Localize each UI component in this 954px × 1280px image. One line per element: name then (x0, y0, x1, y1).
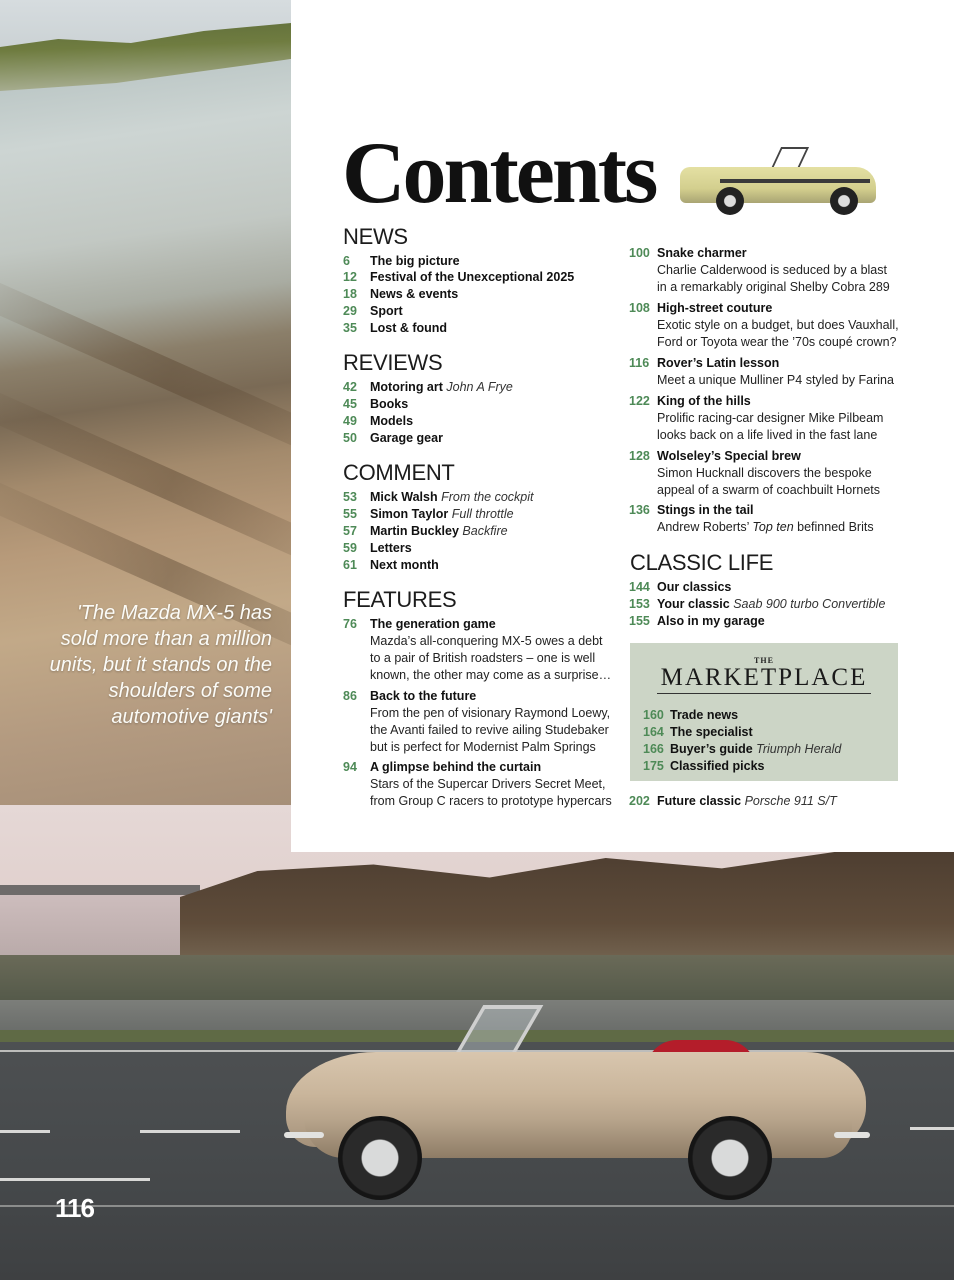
entry-subtitle: Porsche 911 S/T (744, 794, 837, 808)
entry-title: The specialist (670, 725, 753, 739)
section-heading-reviews: REVIEWS (343, 350, 443, 375)
section-heading-features: FEATURES (343, 587, 457, 612)
entry-title: News & events (370, 287, 459, 301)
entry-description: Simon Hucknall discovers the bespoke (657, 466, 872, 480)
entry-description: the Avanti failed to revive ailing Studebaker (370, 723, 609, 737)
page-number: 164 (643, 725, 664, 739)
entry-title: Letters (370, 541, 412, 555)
entry-title: Future classic (657, 794, 742, 808)
page-title: Contents (342, 125, 656, 222)
entry-title: Festival of the Unexceptional 2025 (370, 270, 575, 284)
entry-title: The big picture (370, 254, 460, 268)
toc-entry[interactable] (343, 489, 533, 506)
photo-bank (0, 955, 954, 1000)
entry-title: Simon Taylor (370, 507, 449, 521)
page-number: 128 (629, 449, 650, 463)
section-heading-classic-life: CLASSIC LIFE (630, 550, 774, 575)
entry-description: in a remarkably original Shelby Cobra 289 (657, 280, 890, 294)
car-rear-wheel (830, 187, 858, 215)
page-number: 175 (643, 759, 664, 773)
entry-description: looks back on a life lived in the fast lane (657, 428, 878, 442)
toc-entry[interactable] (343, 616, 611, 684)
entry-title: Stings in the tail (657, 503, 754, 517)
toc-entry[interactable] (643, 724, 753, 741)
page-number: 45 (343, 397, 357, 411)
entry-description: appeal of a swarm of coachbuilt Hornets (657, 483, 881, 497)
page-number: 61 (343, 558, 357, 572)
toc-entry[interactable] (643, 707, 738, 724)
page-number: 155 (629, 614, 650, 628)
entry-title: Garage gear (370, 431, 443, 445)
toc-entry[interactable] (343, 688, 610, 756)
entry-subtitle: From the cockpit (441, 490, 534, 504)
toc-entry[interactable] (343, 320, 447, 337)
page-number: 57 (343, 524, 357, 538)
toc-entry[interactable] (629, 502, 874, 536)
page-number: 153 (629, 597, 650, 611)
entry-title: Also in my garage (657, 614, 765, 628)
car-rear-bumper (834, 1132, 870, 1138)
entry-subtitle: Full throttle (451, 507, 514, 521)
toc-entry[interactable] (343, 759, 612, 810)
toc-entry[interactable] (343, 253, 460, 270)
entry-title: The generation game (370, 617, 496, 631)
entry-title: Snake charmer (657, 246, 747, 260)
toc-entry[interactable] (343, 540, 412, 557)
convertible-car-photo (286, 1000, 872, 1200)
toc-entry[interactable] (629, 579, 731, 596)
page-number: 202 (629, 794, 650, 808)
car-rear-wheel (688, 1116, 772, 1200)
toc-entry[interactable] (343, 396, 408, 413)
entry-description: Prolific racing-car designer Mike Pilbeam (657, 411, 884, 425)
toc-entry[interactable] (343, 523, 508, 540)
entry-title: Our classics (657, 580, 732, 594)
page-number: 86 (343, 689, 357, 703)
page-number: 94 (343, 760, 357, 774)
entry-description: known, the other may come as a surprise… (370, 668, 612, 682)
page-number: 12 (343, 270, 357, 284)
page-number: 6 (343, 254, 350, 268)
entry-description: Exotic style on a budget, but does Vauxhall, (657, 318, 899, 332)
toc-entry[interactable] (343, 506, 514, 523)
entry-description: Ford or Toyota wear the ’70s coupé crown? (657, 335, 897, 349)
entry-title: Your classic (657, 597, 730, 611)
page-number-folio: 116 (55, 1193, 94, 1223)
toc-entry[interactable] (343, 286, 458, 303)
entry-title: Wolseley’s Special brew (657, 449, 801, 463)
marketplace-heading: MARKETPLACE (660, 664, 868, 691)
entry-title: High-street couture (657, 301, 773, 315)
road-lane-marking (910, 1127, 954, 1130)
page-number: 42 (343, 380, 357, 394)
entry-title: Mick Walsh (370, 490, 438, 504)
road-edge-line (0, 1205, 954, 1207)
section-heading-comment: COMMENT (343, 460, 455, 485)
entry-description: but is perfect for Modernist Palm Springs (370, 740, 596, 754)
page-number: 35 (343, 321, 357, 335)
entry-description: from Group C racers to prototype hypercars (370, 794, 612, 808)
marketplace-the: THE (754, 656, 774, 665)
entry-subtitle: Triumph Herald (756, 742, 842, 756)
toc-entry[interactable] (629, 300, 899, 351)
toc-entry[interactable] (343, 379, 513, 396)
road-lane-marking (140, 1130, 240, 1133)
toc-entry[interactable] (629, 245, 890, 296)
page-number: 18 (343, 287, 357, 301)
entry-title: Classified picks (670, 759, 765, 773)
toc-entry[interactable] (343, 557, 439, 574)
entry-description (657, 519, 874, 536)
car-front-wheel (338, 1116, 422, 1200)
entry-title: Trade news (670, 708, 739, 722)
entry-title: Lost & found (370, 321, 448, 335)
toc-entry[interactable] (343, 269, 574, 286)
toc-entry[interactable] (343, 430, 443, 447)
page-number: 136 (629, 503, 650, 517)
entry-title: Books (370, 397, 409, 411)
page-number: 166 (643, 742, 664, 756)
page-number: 49 (343, 414, 357, 428)
toc-entry[interactable] (629, 793, 837, 810)
entry-title: Sport (370, 304, 403, 318)
section-heading-news: NEWS (343, 224, 408, 249)
description-text: Andrew Roberts’ (657, 520, 753, 534)
page-number: 160 (643, 708, 664, 722)
entry-description: From the pen of visionary Raymond Loewy, (370, 706, 611, 720)
toc-entry[interactable] (343, 413, 413, 430)
triumph-convertible-image (680, 145, 878, 213)
toc-entry[interactable] (643, 741, 841, 758)
page-number: 50 (343, 431, 357, 445)
entry-title: King of the hills (657, 394, 751, 408)
page-number: 108 (629, 301, 650, 315)
toc-entry[interactable] (643, 758, 765, 775)
entry-title: Rover’s Latin lesson (657, 356, 780, 370)
toc-entry[interactable] (629, 448, 880, 499)
entry-description: Mazda’s all-conquering MX-5 owes a debt (370, 634, 603, 648)
page-number: 144 (629, 580, 650, 594)
description-text: befinned Brits (793, 520, 874, 534)
entry-title: Next month (370, 558, 439, 572)
entry-title: Models (370, 414, 414, 428)
entry-description: Stars of the Supercar Drivers Secret Meet, (370, 777, 606, 791)
car-front-bumper (284, 1132, 324, 1138)
road-lane-marking (0, 1178, 150, 1181)
page-number: 53 (343, 490, 357, 504)
entry-title: Buyer’s guide (670, 742, 753, 756)
entry-title: Back to the future (370, 689, 477, 703)
page-number: 122 (629, 394, 650, 408)
description-italic: Top ten (752, 520, 794, 534)
entry-description: Charlie Calderwood is seduced by a blast (657, 263, 887, 277)
entry-title: Motoring art (370, 380, 443, 394)
toc-entry[interactable] (629, 596, 885, 613)
toc-entry[interactable] (629, 393, 883, 444)
entry-title: A glimpse behind the curtain (370, 760, 542, 774)
entry-subtitle: John A Frye (446, 380, 513, 394)
entry-description: to a pair of British roadsters – one is well (370, 651, 596, 665)
page-number: 55 (343, 507, 357, 521)
entry-description: Meet a unique Mulliner P4 styled by Farina (657, 373, 894, 387)
toc-entry[interactable] (629, 613, 765, 630)
entry-title: Martin Buckley (370, 524, 459, 538)
entry-subtitle: Saab 900 turbo Convertible (733, 597, 886, 611)
marketplace-rule (657, 693, 871, 694)
car-side-stripe (720, 179, 870, 183)
toc-entry[interactable] (343, 303, 403, 320)
car-front-wheel (716, 187, 744, 215)
pull-quote: 'The Mazda MX-5 has sold more than a million units, but it stands on the shoulders of some automotive giants' (49, 602, 272, 728)
page-number: 100 (629, 246, 650, 260)
page-number: 29 (343, 304, 357, 318)
toc-entry[interactable] (629, 355, 894, 389)
road-lane-marking (0, 1130, 50, 1133)
entry-subtitle: Backfire (462, 524, 508, 538)
page-number: 76 (343, 617, 357, 631)
photo-motion-streak (0, 268, 291, 483)
page-number: 116 (629, 356, 650, 370)
page-number: 59 (343, 541, 357, 555)
